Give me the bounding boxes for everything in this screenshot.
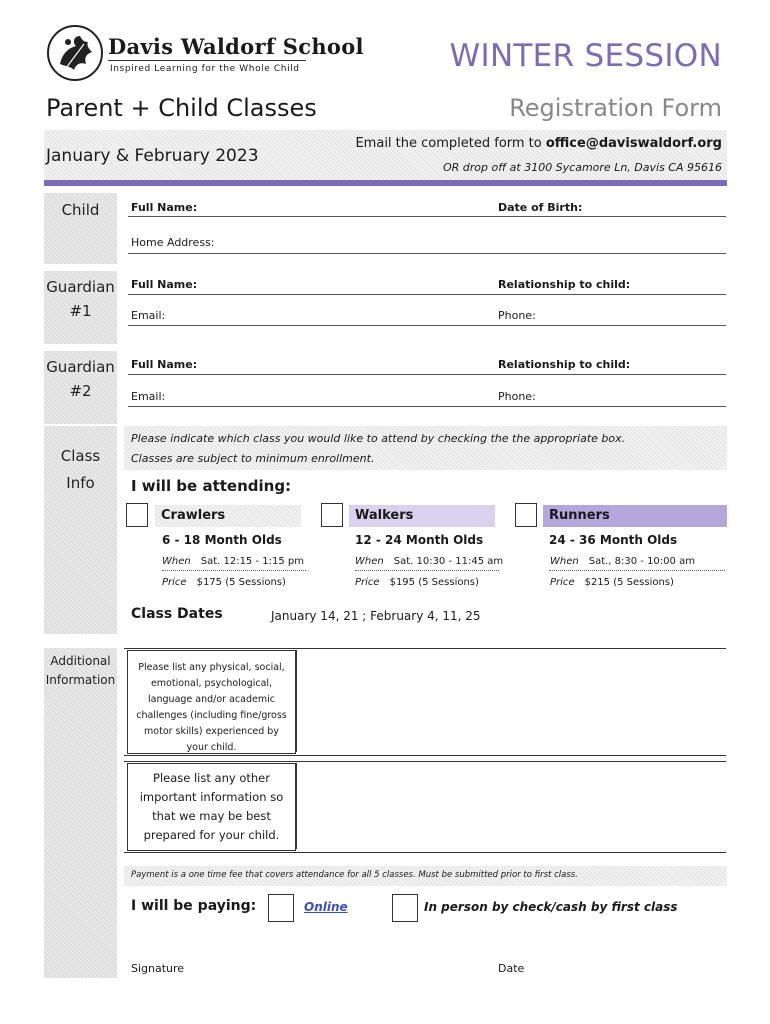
child-address-label: Home Address: (131, 236, 215, 249)
runners-when: When Sat., 8:30 - 10:00 am (550, 556, 695, 567)
guardian2-phone-label: Phone: (498, 390, 536, 403)
payment-note: Payment is a one time fee that covers attendance for all 5 classes. Must be submitted prior to first class. (131, 870, 578, 880)
child-address-field[interactable] (128, 253, 726, 254)
logo-tagline-line (108, 60, 306, 61)
paying-label: I will be paying: (131, 898, 257, 914)
other-info-prompt: Please list any other important information so that we may be best prepared for your child. (127, 763, 296, 851)
email-address[interactable]: office@daviswaldorf.org (545, 136, 722, 151)
child-full-name-label: Full Name: (131, 201, 198, 214)
session-title: WINTER SESSION (449, 38, 722, 74)
challenges-answer-area[interactable] (296, 650, 727, 752)
walkers-checkbox[interactable] (321, 503, 343, 527)
crawlers-divider (162, 570, 306, 571)
school-logo (46, 24, 104, 82)
page-title: Parent + Child Classes (46, 94, 317, 122)
runners-label: Runners (543, 505, 727, 527)
guardian2-email-label: Email: (131, 390, 166, 403)
in-person-checkbox[interactable] (392, 894, 418, 922)
class-dates-value: January 14, 21 ; February 4, 11, 25 (271, 609, 481, 623)
guardian2-name-field[interactable] (128, 374, 726, 375)
logo-title: Davis Waldorf School (108, 34, 364, 59)
runners-checkbox[interactable] (515, 503, 537, 527)
class-info-side-label: Class Info (44, 426, 117, 634)
crawlers-age: 6 - 18 Month Olds (162, 533, 282, 547)
guardian2-side-label: Guardian #2 (44, 351, 117, 424)
guardian1-full-name-label: Full Name: (131, 278, 198, 291)
online-link[interactable]: Online (304, 900, 348, 914)
dropoff-instruction: OR drop off at 3100 Sycamore Ln, Davis CA 95616 (442, 161, 722, 174)
other-info-answer-area[interactable] (296, 763, 727, 849)
guardian2-relationship-label: Relationship to child: (498, 358, 631, 371)
crawlers-checkbox[interactable] (126, 503, 148, 527)
child-dob-label: Date of Birth: (498, 201, 583, 214)
form-title: Registration Form (509, 94, 722, 122)
child-side-label: Child (44, 193, 117, 264)
guardian1-name-field[interactable] (128, 294, 726, 295)
guardian2-full-name-label: Full Name: (131, 358, 198, 371)
guardian1-email-label: Email: (131, 309, 166, 322)
guardian1-side-label: Guardian #1 (44, 271, 117, 344)
class-note-2: Classes are subject to minimum enrollment. (131, 452, 375, 465)
signature-label: Signature (131, 962, 185, 975)
guardian1-phone-label: Phone: (498, 309, 536, 322)
walkers-price: Price $195 (5 Sessions) (355, 577, 479, 588)
child-name-field[interactable] (128, 216, 726, 217)
crawlers-label: Crawlers (155, 505, 301, 527)
runners-age: 24 - 36 Month Olds (549, 533, 678, 547)
guardian1-relationship-label: Relationship to child: (498, 278, 631, 291)
walkers-age: 12 - 24 Month Olds (355, 533, 484, 547)
walkers-divider (355, 570, 499, 571)
header-divider (44, 180, 727, 186)
runners-divider (549, 570, 725, 571)
email-instruction (355, 136, 722, 151)
crawlers-price: Price $175 (5 Sessions) (162, 577, 286, 588)
guardian2-contact-field[interactable] (128, 406, 726, 407)
challenges-prompt: Please list any physical, social, emotional, psychological, language and/or academic challenges (including fine/gross motor skills) experienced by your child. (127, 650, 296, 754)
crawlers-when: When Sat. 12:15 - 1:15 pm (162, 556, 304, 567)
walkers-label: Walkers (349, 505, 495, 527)
online-checkbox[interactable] (268, 894, 294, 922)
walkers-when: When Sat. 10:30 - 11:45 am (355, 556, 504, 567)
additional-info-side-label: Additional Information (44, 648, 117, 978)
session-dates: January & February 2023 (46, 146, 259, 166)
date-label: Date (498, 962, 525, 975)
in-person-option: In person by check/cash by first class (424, 900, 678, 914)
class-dates-label: Class Dates (131, 606, 223, 622)
email-prefix: Email the completed form to (355, 136, 546, 151)
class-note-1: Please indicate which class you would like to attend by checking the the appropriate box. (131, 432, 626, 445)
guardian1-contact-field[interactable] (128, 325, 726, 326)
logo-tagline: Inspired Learning for the Whole Child (110, 64, 300, 74)
runners-price: Price $215 (5 Sessions) (550, 577, 674, 588)
attending-label: I will be attending: (131, 477, 292, 495)
